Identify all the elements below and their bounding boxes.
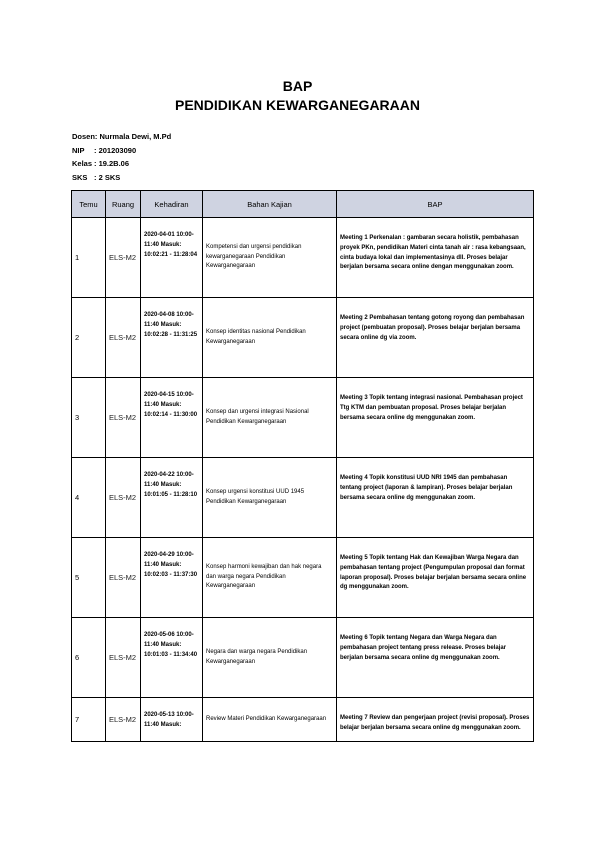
header-ruang: Ruang bbox=[106, 191, 141, 218]
table-row bbox=[72, 298, 534, 378]
sks-line bbox=[72, 171, 171, 185]
bap-cell: Meeting 6 Topik tentang Negara dan Warga Negara dan pembahasan project tentang press release. Proses belajar berjalan bersama secara online dg menggunakan zoom. bbox=[337, 618, 534, 698]
kehadiran-cell: 2020-04-01 10:00-11:40 Masuk: 10:02:21 - 11:28:04 bbox=[141, 218, 203, 298]
table-row bbox=[72, 538, 534, 618]
table-row bbox=[72, 458, 534, 538]
temu-cell: 2 bbox=[72, 298, 106, 378]
bahan-kajian-cell: Konsep identitas nasional Pendidikan Kewarganegaraan bbox=[203, 298, 337, 378]
bahan-kajian-cell: Konsep harmoni kewajiban dan hak negara dan warga negara Pendidikan Kewarganegaraan bbox=[203, 538, 337, 618]
nip-line bbox=[72, 144, 171, 158]
dosen-text: Dosen: Nurmala Dewi, M.Pd bbox=[72, 132, 172, 141]
ruang-cell: ELS-M2 bbox=[106, 698, 141, 742]
bap-cell: Meeting 5 Topik tentang Hak dan Kewajiban Warga Negara dan pembahasan tentang project (Pengumpulan proposal dan format laporan proposal). Proses belajar berjalan bersama secara online dg menggunakan zoom. bbox=[337, 538, 534, 618]
table-row bbox=[72, 218, 534, 298]
header-bahan-kajian: Bahan Kajian bbox=[203, 191, 337, 218]
kehadiran-cell: 2020-05-06 10:00-11:40 Masuk: 10:01:03 - 11:34:40 bbox=[141, 618, 203, 698]
temu-cell: 5 bbox=[72, 538, 106, 618]
temu-cell: 1 bbox=[72, 218, 106, 298]
table-row bbox=[72, 698, 534, 742]
bahan-kajian-cell: Review Materi Pendidikan Kewarganegaraan bbox=[203, 698, 337, 742]
temu-cell: 6 bbox=[72, 618, 106, 698]
bahan-kajian-cell: Konsep urgensi konstitusi UUD 1945 Pendidikan Kewarganegaraan bbox=[203, 458, 337, 538]
kelas-value: : 19.2B.06 bbox=[94, 159, 130, 168]
header-bap: BAP bbox=[337, 191, 534, 218]
sks-label: SKS bbox=[72, 172, 88, 182]
nip-value: : 201203090 bbox=[94, 145, 137, 155]
ruang-cell: ELS-M2 bbox=[106, 298, 141, 378]
table-row bbox=[72, 378, 534, 458]
bap-cell: Meeting 7 Review dan pengerjaan project (revisi proposal). Proses belajar berjalan bersama secara online dg menggunakan zoom. bbox=[337, 698, 534, 742]
kehadiran-cell: 2020-04-15 10:00-11:40 Masuk: 10:02:14 - 11:30:00 bbox=[141, 378, 203, 458]
bahan-kajian-cell: Negara dan warga negara Pendidikan Kewarganegaraan bbox=[203, 618, 337, 698]
bap-cell: Meeting 1 Perkenalan : gambaran secara holistik, pembahasan proyek PKn, pendidikan Materi cinta tanah air : rasa kebangsaan, cinta budaya lokal dan implementasinya dll. Proses belajar berjalan bersama secara online dengan menggunakan zoom. bbox=[337, 218, 534, 298]
ruang-cell: ELS-M2 bbox=[106, 538, 141, 618]
temu-cell: 4 bbox=[72, 458, 106, 538]
sks-value: : 2 SKS bbox=[94, 172, 121, 182]
bap-table bbox=[71, 190, 534, 742]
course-info bbox=[72, 130, 171, 184]
temu-cell: 3 bbox=[72, 378, 106, 458]
header-temu: Temu bbox=[72, 191, 106, 218]
bap-cell: Meeting 3 Topik tentang integrasi nasional. Pembahasan project Ttg KTM dan pembuatan proposal. Proses belajar berjalan bersama secara online dg menggunakan zoom. bbox=[337, 378, 534, 458]
ruang-cell: ELS-M2 bbox=[106, 378, 141, 458]
page-subtitle: PENDIDIKAN KEWARGANEGARAAN bbox=[174, 97, 420, 113]
bap-cell: Meeting 2 Pembahasan tentang gotong royong dan pembahasan project (pembuatan proposal). Proses belajar berjalan bersama secara online dg via zoom. bbox=[337, 298, 534, 378]
page-title: BAP bbox=[282, 78, 313, 94]
table-row bbox=[72, 618, 534, 698]
kelas-line bbox=[72, 157, 171, 171]
bahan-kajian-cell: Konsep dan urgensi integrasi Nasional Pendidikan Kewarganegaraan bbox=[203, 378, 337, 458]
ruang-cell: ELS-M2 bbox=[106, 618, 141, 698]
kehadiran-cell: 2020-04-08 10:00-11:40 Masuk: 10:02:28 - 11:31:25 bbox=[141, 298, 203, 378]
table-header-row bbox=[72, 191, 534, 218]
kehadiran-cell: 2020-04-29 10:00-11:40 Masuk: 10:02:03 - 11:37:30 bbox=[141, 538, 203, 618]
kehadiran-cell: 2020-04-22 10:00-11:40 Masuk: 10:01:05 - 11:28:10 bbox=[141, 458, 203, 538]
dosen-line bbox=[72, 130, 171, 144]
header-kehadiran: Kehadiran bbox=[141, 191, 203, 218]
kelas-label: Kelas bbox=[72, 159, 93, 168]
temu-cell: 7 bbox=[72, 698, 106, 742]
nip-label: NIP bbox=[72, 145, 85, 155]
ruang-cell: ELS-M2 bbox=[106, 458, 141, 538]
ruang-cell: ELS-M2 bbox=[106, 218, 141, 298]
kehadiran-cell: 2020-05-13 10:00-11:40 Masuk: bbox=[141, 698, 203, 742]
bahan-kajian-cell: Kompetensi dan urgensi pendidikan kewarganegaraan Pendidikan Kewarganegaraan bbox=[203, 218, 337, 298]
bap-cell: Meeting 4 Topik konstitusi UUD NRI 1945 dan pembahasan tentang project (laporan & lampiran). Proses belajar berjalan bersama secara online dg menggunakan zoom. bbox=[337, 458, 534, 538]
